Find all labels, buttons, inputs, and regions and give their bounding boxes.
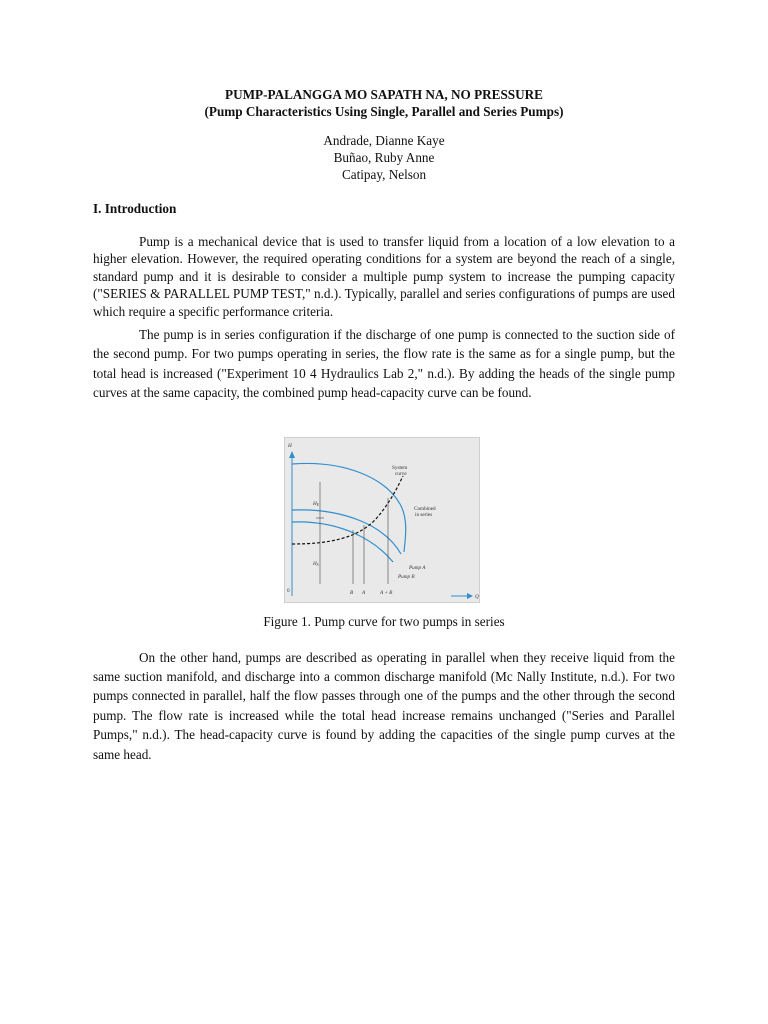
pump-a-curve [292,510,401,554]
figure [93,437,675,603]
x-axis-arrow-icon [467,593,473,599]
author-name: Buñao, Ruby Anne [333,150,435,165]
system-curve-label-line2: curve [395,470,407,477]
tick-label-a: A [362,589,366,596]
combined-label-line2: in series [415,511,433,518]
author-list [93,132,675,183]
pump-b-label: Pump B [398,573,415,580]
pump-a-label: Pump A [409,564,426,571]
pump-curve-figure [284,437,480,603]
intro-paragraph-3: On the other hand, pumps are described as operating in parallel when they receive liquid from the same suction manifold, and discharge into a common discharge manifold (Mc Nally Institute, n.d.). For two pumps connected in parallel, half the flow passes through one of the pumps and the other through the second pump. The flow rate is increased while the total head increase remains unchanged ("Series and Parallel Pumps," n.d.). The head-capacity curve is found by adding the capacities of the single pump curves at the same head. [93,649,675,762]
tick-label-ab: A + B [380,589,393,596]
intro-paragraph-1: Pump is a mechanical device that is used to transfer liquid from a location of a low elevation to a higher elevation. However, the required operating conditions for a system are beyond the reach of a single, standard pump and it is desirable to consider a multiple pump system to increase the pumping capacity ("SERIES & PARALLEL PUMP TEST," n.d.). Typically, parallel and series configurations of pumps are used which require a specific performance criteria. [93,234,675,319]
author-name: Catipay, Nelson [341,167,427,182]
origin-label: 0 [287,587,290,594]
figure-caption: Figure 1. Pump curve for two pumps in series [263,613,505,629]
tick-label-b: B [350,589,354,596]
system-curve-label-line1: System [392,464,408,471]
author-name: Andrade, Dianne Kaye [323,133,445,148]
x-axis-label: Q [475,593,479,600]
combined-label-line1: Combined [414,505,436,512]
head-upper-label: HE [313,500,319,507]
pump-curve-diagram [285,438,481,604]
document-title: PUMP-PALANGGA MO SAPATH NA, NO PRESSURE [225,87,543,102]
y-axis-label: H [288,442,292,449]
pump-b-curve [292,522,393,562]
intro-paragraph-2: The pump is in series configuration if the discharge of one pump is connected to the suction side of the second pump. For two pumps operating in series, the flow rate is the same as for a single pump, but the total head is increased ("Experiment 10 4 Hydraulics Lab 2," n.d.). By adding the heads of the single pump curves at the same capacity, the combined pump head-capacity curve can be found. [93,327,675,401]
document-page [93,86,675,764]
document-subtitle: (Pump Characteristics Using Single, Parallel and Series Pumps) [204,104,564,119]
section-heading: I. Introduction [93,201,177,216]
head-lower-label: HS [313,560,319,567]
y-axis-arrow-icon [289,451,295,458]
